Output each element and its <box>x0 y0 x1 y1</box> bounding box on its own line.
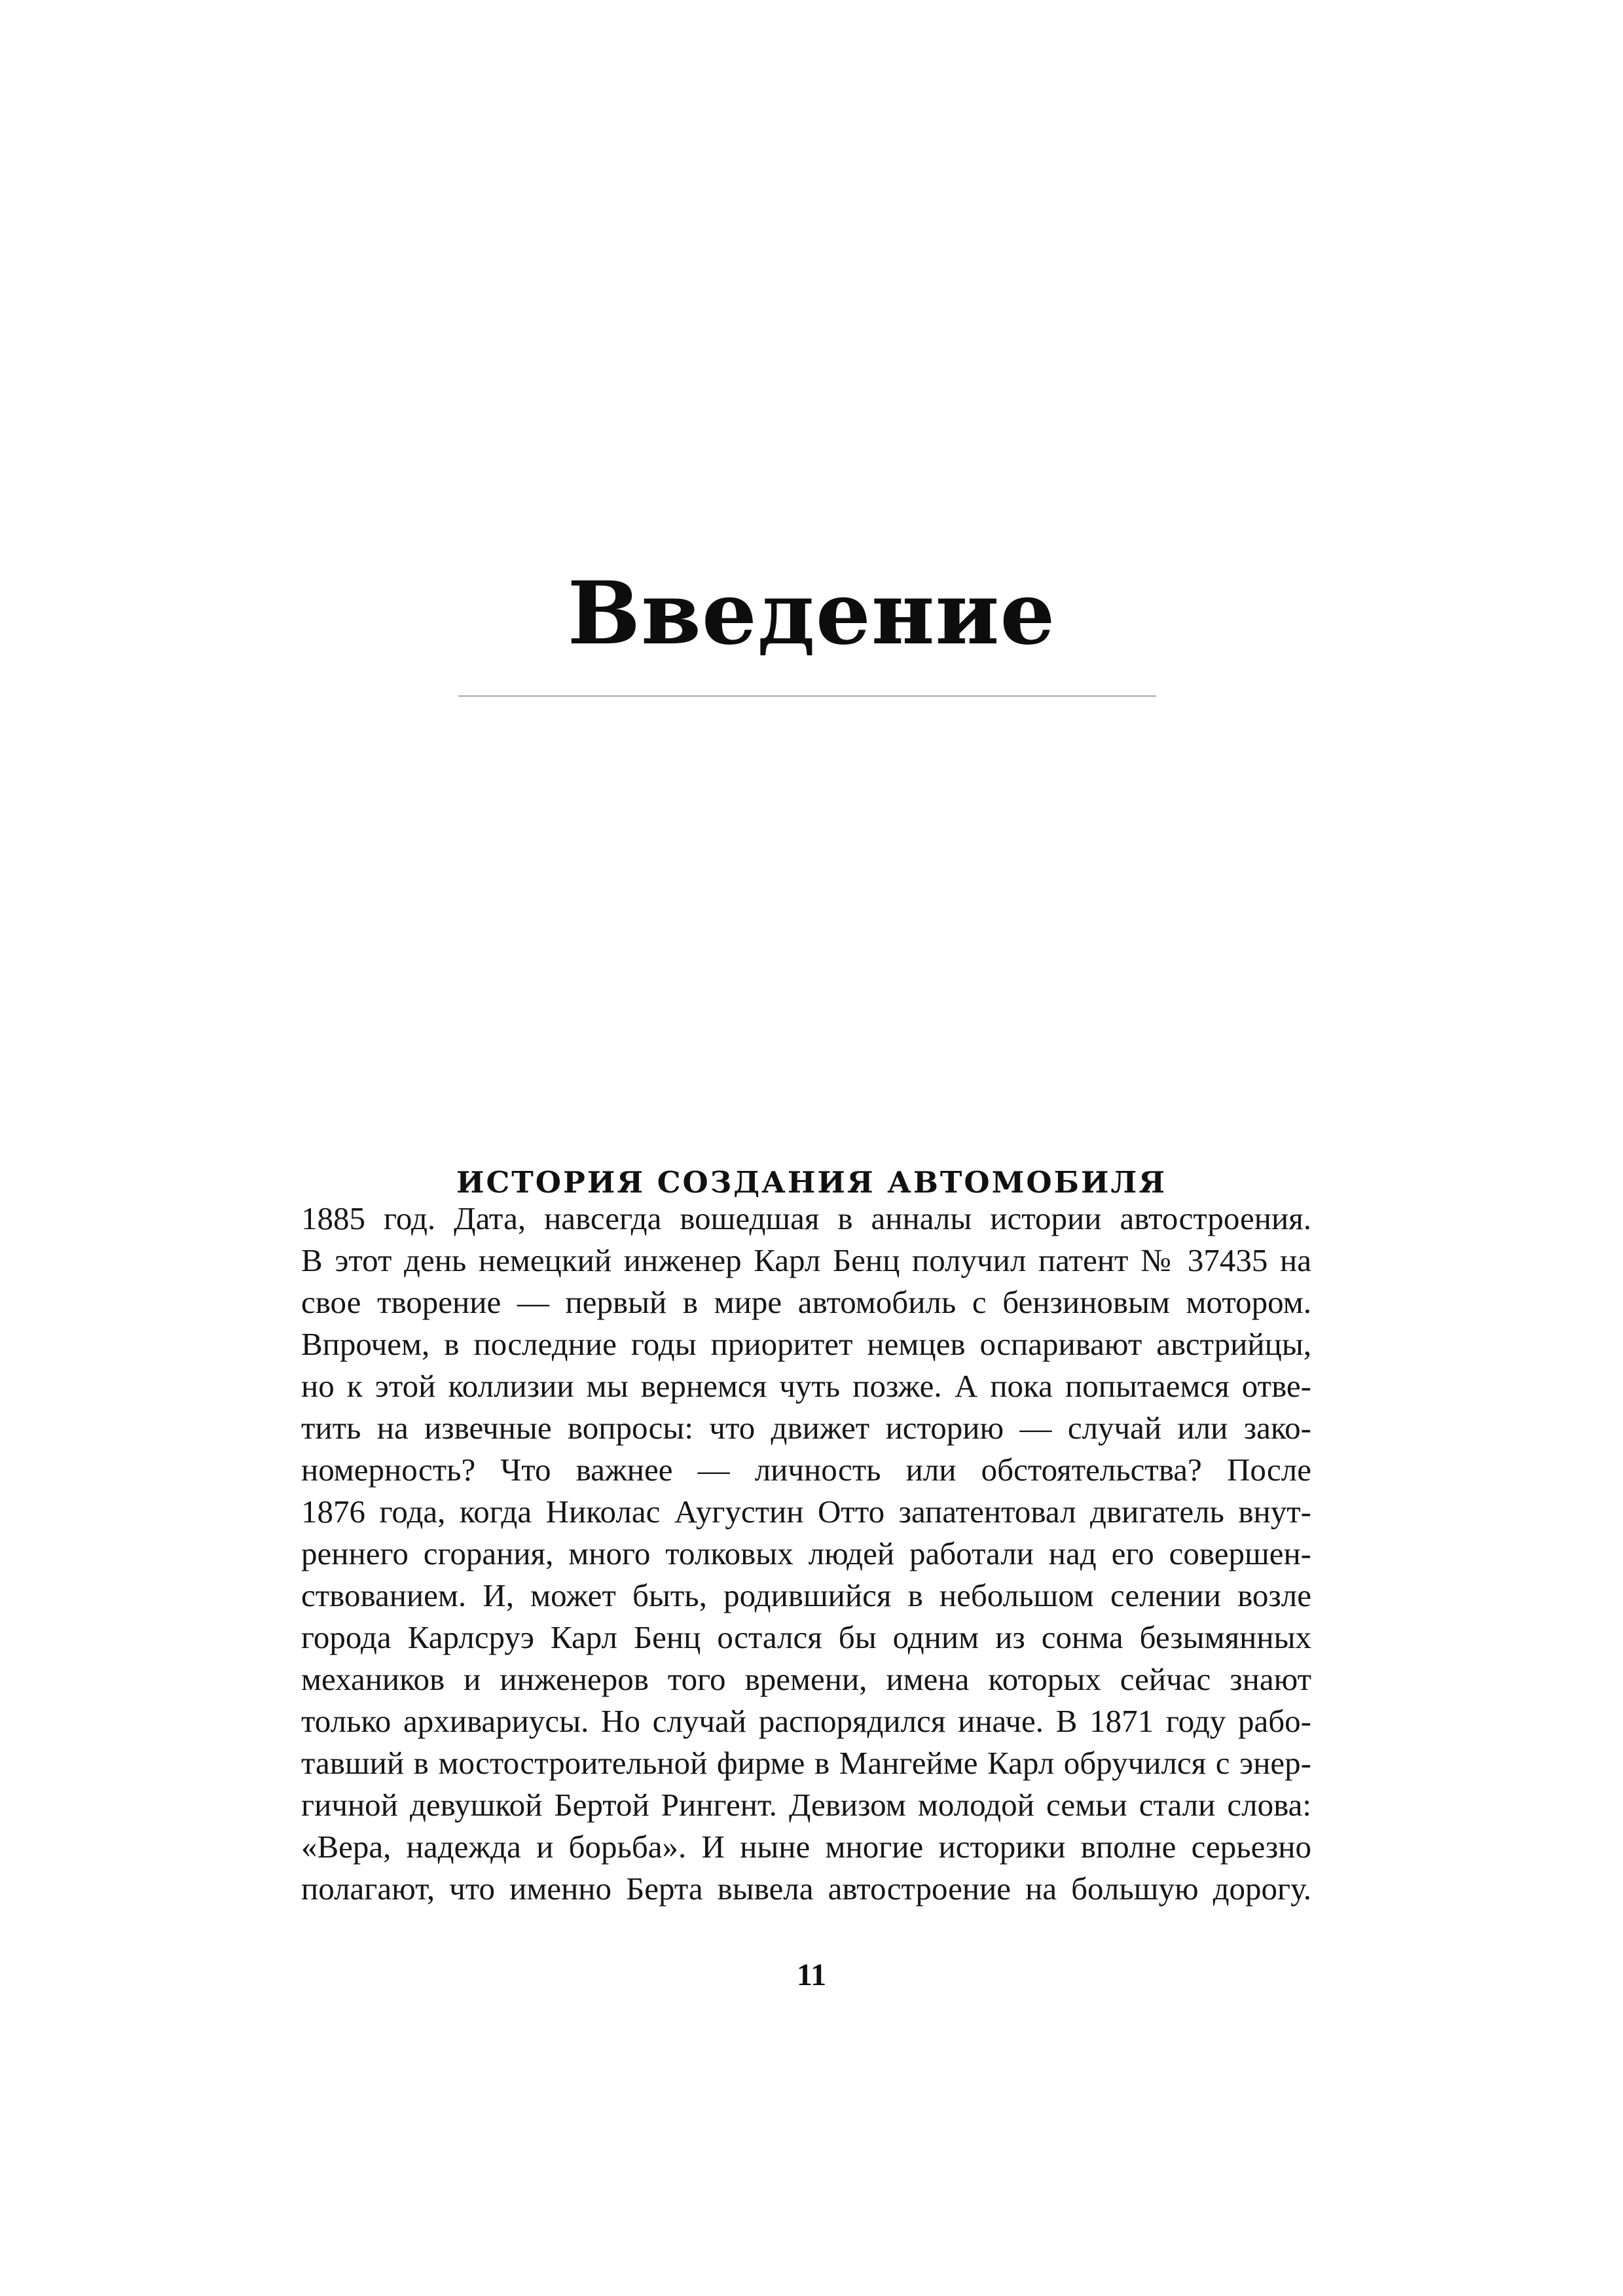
body-line: 1885 год. Дата, навсегда вошедшая в анналы истории автостроения. <box>301 1200 1311 1236</box>
page-number: 11 <box>796 1958 827 1992</box>
body-line: полагают, что именно Берта вывела автостроение на большую дорогу. <box>301 1871 1311 1907</box>
body-line: гичной девушкой Бертой Рингент. Девизом молодой семьи стали слова: <box>301 1787 1311 1823</box>
body-line: «Вера, надежда и борьба». И ныне многие историки вполне серьезно <box>301 1829 1311 1865</box>
title-divider <box>458 695 1156 697</box>
section-heading: ИСТОРИЯ СОЗДАНИЯ АВТОМОБИЛЯ <box>456 1165 1167 1200</box>
body-line: только архивариусы. Но случай распорядился иначе. В 1871 году рабо- <box>301 1703 1311 1739</box>
body-line: тавший в мостостроительной фирме в Мангейме Карл обручился с энер- <box>301 1745 1311 1781</box>
body-line: свое творение — первый в мире автомобиль с бензиновым мотором. <box>301 1284 1311 1320</box>
body-line: 1876 года, когда Николас Аугустин Отто запатентовал двигатель внут- <box>301 1494 1311 1530</box>
body-line: но к этой коллизии мы вернемся чуть позже. А пока попытаемся отве- <box>301 1368 1311 1404</box>
body-line: города Карлсруэ Карл Бенц остался бы одним из сонма безымянных <box>301 1619 1311 1655</box>
chapter-title: Введение <box>567 563 1056 664</box>
body-line: тить на извечные вопросы: что движет историю — случай или зако- <box>301 1410 1311 1446</box>
body-line: ствованием. И, может быть, родившийся в небольшом селении возле <box>301 1577 1311 1613</box>
body-line: Впрочем, в последние годы приоритет немцев оспаривают австрийцы, <box>301 1326 1311 1362</box>
body-line: номерность? Что важнее — личность или обстоятельства? После <box>301 1452 1311 1488</box>
body-line: реннего сгорания, много толковых людей работали над его совершен- <box>301 1535 1311 1571</box>
body-line: механиков и инженеров того времени, имена которых сейчас знают <box>301 1661 1311 1697</box>
body-paragraph <box>301 1198 1311 1910</box>
body-line: В этот день немецкий инженер Карл Бенц получил патент № 37435 на <box>301 1242 1311 1278</box>
